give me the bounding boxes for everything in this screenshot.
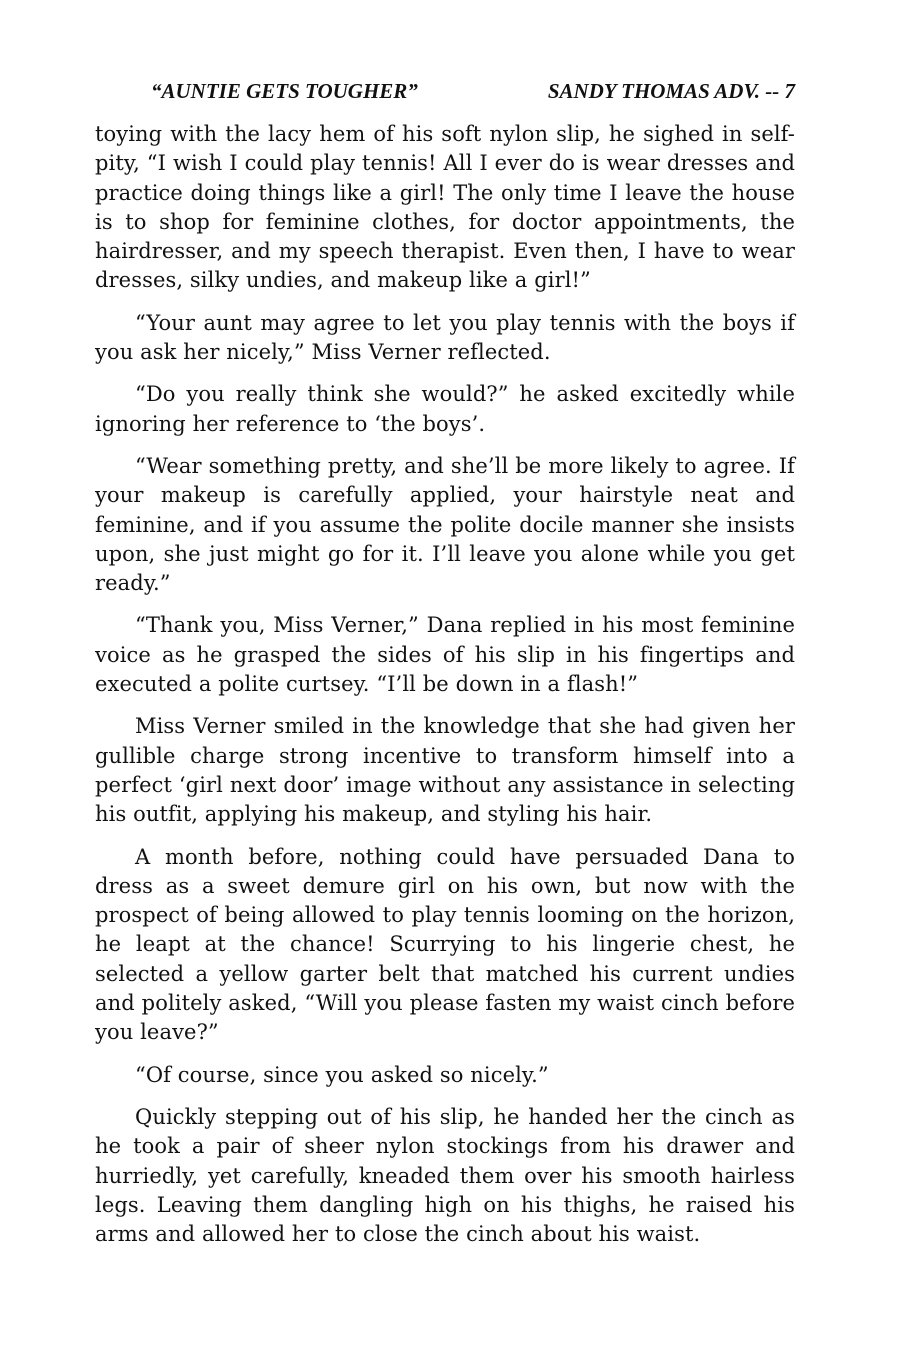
paragraph-4: “Wear something pretty, and she’ll be more likely to agree. If your makeup is carefully applied, your hairstyle neat and feminine, and if you assume the polite docile manner she insists upon, she just might go for it. I’ll leave you alone while you get ready.”: [95, 453, 795, 596]
paragraph-6: Miss Verner smiled in the knowledge that she had given her gullible charge strong incentive to transform himself into a perfect ‘girl next door’ image without any assistance in selecting his outfit, applying his makeup, and styling his hair.: [95, 714, 795, 827]
paragraph-1: toying with the lacy hem of his soft nylon slip, he sighed in self-pity, “I wish I could play tennis! All I ever do is wear dresses and practice doing things like a girl! The only time I leave the house is to shop for feminine clothes, for doctor appointments, the hairdresser, and my speech therapist. Even then, I have to wear dresses, silky undies, and makeup like a girl!”: [95, 122, 795, 293]
chapter-title: “AUNTIE GETS TOUGHER”: [151, 79, 418, 103]
running-header: [95, 76, 795, 106]
paragraph-8: “Of course, since you asked so nicely.”: [135, 1062, 549, 1087]
book-page: [95, 76, 795, 1262]
paragraph-2: “Your aunt may agree to let you play tennis with the boys if you ask her nicely,” Miss Verner reflected.: [95, 310, 795, 365]
book-title-page-number: SANDY THOMAS ADV. -- 7: [547, 79, 795, 103]
paragraph-7: A month before, nothing could have persuaded Dana to dress as a sweet demure girl on his own, but now with the prospect of being allowed to play tennis looming on the horizon, he leapt at the chance! Scurrying to his lingerie chest, he selected a yellow garter belt that matched his current undies and politely asked, “Will you please fasten my waist cinch before you leave?”: [95, 844, 795, 1045]
paragraph-3: “Do you really think she would?” he asked excitedly while ignoring her reference to ‘the boys’.: [95, 382, 795, 436]
body-text: [95, 120, 795, 1249]
paragraph-5: “Thank you, Miss Verner,” Dana replied in his most feminine voice as he grasped the sides of his slip in his fingertips and executed a polite curtsey. “I’ll be down in a flash!”: [95, 613, 795, 697]
paragraph-9: Quickly stepping out of his slip, he handed her the cinch as he took a pair of sheer nylon stockings from his drawer and hurriedly, yet carefully, kneaded them over his smooth hairless legs. Leaving them dangling high on his thighs, he raised his arms and allowed her to close the cinch about his waist.: [95, 1104, 795, 1247]
